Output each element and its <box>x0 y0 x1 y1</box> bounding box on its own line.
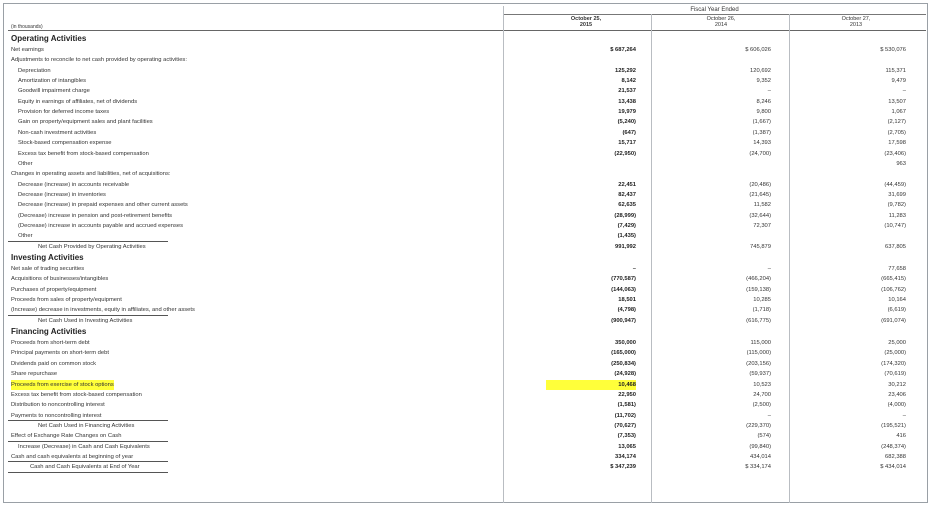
row-label: Decrease (increase) in inventories <box>18 191 106 198</box>
value-2013: 25,000 <box>888 340 906 347</box>
value-2013: (195,521) <box>881 422 906 429</box>
value-2013: (44,459) <box>884 181 906 188</box>
value-2013: (70,619) <box>884 371 906 378</box>
row-underline <box>8 472 168 473</box>
table-row <box>8 380 926 390</box>
value-2015: (647) <box>622 129 636 136</box>
value-2015: 991,992 <box>615 243 636 250</box>
row-label: Decrease (increase) in prepaid expenses and other current assets <box>18 202 188 209</box>
table-row <box>8 338 926 348</box>
row-label: Stock-based compensation expense <box>18 140 112 147</box>
row-label: Other <box>18 160 33 167</box>
row-label: (Increase) decrease in investments, equity in affiliates, and other assets <box>11 307 195 314</box>
table-row <box>8 221 926 231</box>
value-2013: – <box>902 88 906 95</box>
value-2014: (59,937) <box>749 371 771 378</box>
column-header-2013-date: October 27, <box>841 16 871 22</box>
total-row <box>8 242 926 252</box>
value-2014: 10,285 <box>753 297 771 304</box>
value-2014: $ 606,026 <box>745 47 771 53</box>
value-2015: 13,065 <box>618 443 636 450</box>
value-2015: 22,451 <box>618 181 636 188</box>
section-title: Investing Activities <box>11 253 84 262</box>
value-2013: (10,747) <box>884 222 906 229</box>
value-2013: 11,283 <box>888 212 906 219</box>
value-2014: – <box>767 88 771 95</box>
value-2014: 434,014 <box>750 453 771 460</box>
value-2015: (70,627) <box>614 422 636 429</box>
row-label: Depreciation <box>18 67 51 74</box>
value-2014: – <box>767 412 771 419</box>
value-2015: (165,000) <box>611 350 636 357</box>
value-2015: (28,999) <box>614 212 636 219</box>
row-label: Changes in operating assets and liabilities, net of acquisitions: <box>11 171 171 178</box>
value-2015: 19,979 <box>618 109 636 116</box>
row-label: Share repurchase <box>11 371 58 378</box>
column-header-2013-year: 2013 <box>849 22 863 28</box>
value-2013: 17,598 <box>888 140 906 147</box>
value-2015: 13,438 <box>618 98 636 105</box>
section-title: Financing Activities <box>11 327 87 337</box>
value-2015: 8,142 <box>621 78 636 85</box>
value-2013: (691,074) <box>881 317 906 324</box>
value-2015: (1,581) <box>617 402 636 409</box>
value-2015: (900,947) <box>611 317 636 324</box>
value-2013: (2,705) <box>887 129 906 136</box>
table-row <box>8 200 926 210</box>
value-2013: 13,507 <box>888 98 906 105</box>
value-2015: (1,435) <box>617 233 636 240</box>
row-label: Dividends paid on common stock <box>11 360 97 367</box>
row-label: Net sale of trading securities <box>11 266 85 272</box>
section-heading <box>8 326 926 338</box>
value-2015: 15,717 <box>618 140 636 147</box>
value-2013: 682,388 <box>885 453 906 460</box>
row-label: Cash and Cash Equivalents at End of Year <box>30 464 140 471</box>
value-2013: 637,805 <box>885 243 906 250</box>
table-row <box>8 76 926 86</box>
table-row <box>8 169 926 179</box>
row-label: Acquisitions of businesses/intangibles <box>11 276 109 283</box>
value-2014: (203,156) <box>746 360 771 367</box>
table-row <box>8 149 926 159</box>
table-row <box>8 55 926 65</box>
value-2014: (574) <box>757 433 771 440</box>
units-note: (in thousands) <box>11 24 43 30</box>
value-2015: 125,292 <box>615 67 636 74</box>
table-row <box>8 348 926 358</box>
value-2013: (25,000) <box>884 350 906 357</box>
row-label: Excess tax benefit from stock-based compensation <box>18 150 149 157</box>
table-row <box>8 86 926 96</box>
row-label: Net earnings <box>11 47 44 53</box>
value-2014: 14,393 <box>753 140 771 147</box>
value-2013: (23,406) <box>884 150 906 157</box>
value-2015: – <box>632 266 636 272</box>
table-row <box>8 190 926 200</box>
row-label: Cash and cash equivalents at beginning of year <box>11 453 134 460</box>
value-2014: 120,692 <box>750 67 771 74</box>
value-2015: (24,928) <box>614 371 636 378</box>
value-2015: (4,798) <box>617 307 636 314</box>
value-2014: – <box>767 266 771 272</box>
value-2013: (6,619) <box>887 307 906 314</box>
table-row <box>8 369 926 379</box>
value-2015: 62,635 <box>618 202 636 209</box>
row-label: Net Cash Used in Financing Activities <box>38 422 135 429</box>
value-2015: 350,000 <box>615 340 636 347</box>
value-2013: 30,212 <box>888 381 906 388</box>
value-2015: 82,437 <box>618 191 636 198</box>
value-2013: $ 530,076 <box>880 47 906 53</box>
value-2014: (2,500) <box>752 402 771 409</box>
value-2013: 77,658 <box>888 266 906 272</box>
table-row <box>8 66 926 76</box>
row-label: Other <box>18 233 33 240</box>
value-2015: $ 347,239 <box>610 464 636 471</box>
value-2013: 23,406 <box>888 391 906 398</box>
value-2015: (22,950) <box>614 150 636 157</box>
value-2014: 8,246 <box>756 98 771 105</box>
row-label: Net Cash Provided by Operating Activities <box>38 243 146 250</box>
row-label: (Decrease) increase in accounts payable and accrued expenses <box>18 222 183 229</box>
table-row <box>8 285 926 295</box>
value-2014: (466,204) <box>746 276 771 283</box>
value-2014: (159,138) <box>746 286 771 293</box>
value-2015: $ 687,264 <box>610 47 636 53</box>
value-2015: (7,429) <box>617 222 636 229</box>
value-2015: (5,240) <box>617 119 636 126</box>
value-2013: $ 434,014 <box>880 464 906 471</box>
value-2015: (250,834) <box>611 360 636 367</box>
table-row <box>8 400 926 410</box>
row-label: Principal payments on short-term debt <box>11 350 109 357</box>
table-row <box>8 390 926 400</box>
column-header-2015-date: October 25, <box>570 16 602 22</box>
value-2013: (248,374) <box>881 443 906 450</box>
row-label: Amortization of intangibles <box>18 78 86 85</box>
row-label: Purchases of property/equipment <box>11 286 97 293</box>
value-2013: 1,067 <box>891 109 906 116</box>
value-2014: (32,644) <box>749 212 771 219</box>
row-label: Adjustments to reconcile to net cash provided by operating activities: <box>11 57 187 64</box>
value-2014: 9,352 <box>756 78 771 85</box>
value-2013: 115,371 <box>885 67 906 74</box>
value-2014: (229,370) <box>746 422 771 429</box>
table-row <box>8 264 926 274</box>
value-2013: 31,699 <box>888 191 906 198</box>
value-2013: (2,127) <box>887 119 906 126</box>
column-header-2015-year: 2015 <box>579 22 593 28</box>
value-2015: (11,702) <box>614 412 636 419</box>
row-label: Excess tax benefit from stock-based compensation <box>11 391 142 398</box>
section-heading <box>8 33 926 45</box>
table-row <box>8 117 926 127</box>
column-header-2014-year: 2014 <box>714 22 728 28</box>
table-row <box>8 159 926 169</box>
table-row <box>8 274 926 284</box>
value-2014: (1,387) <box>752 129 771 136</box>
value-2014: (616,775) <box>746 317 771 324</box>
value-2013: – <box>902 412 906 419</box>
row-label: Distribution to noncontrolling interest <box>11 402 105 409</box>
total-row <box>8 421 926 431</box>
column-header-2014-date: October 26, <box>706 16 736 22</box>
value-2015: 334,174 <box>615 453 636 460</box>
row-label: Net Cash Used in Investing Activities <box>38 317 133 324</box>
row-label: Proceeds from sales of property/equipment <box>11 297 122 304</box>
column-header-2015 <box>546 16 626 28</box>
value-2014: 11,582 <box>753 202 771 209</box>
value-2015: (144,063) <box>611 286 636 293</box>
table-row <box>8 180 926 190</box>
value-2014: (1,718) <box>752 307 771 314</box>
value-2014: 72,307 <box>753 222 771 229</box>
table-row <box>8 295 926 305</box>
table-row <box>8 107 926 117</box>
table-row <box>8 211 926 221</box>
table-row <box>8 45 926 55</box>
value-2013: 963 <box>896 160 906 167</box>
value-2014: (115,000) <box>746 350 771 357</box>
value-2015: 18,501 <box>618 297 636 304</box>
row-label: Payments to noncontrolling interest <box>11 412 102 419</box>
row-label: Equity in earnings of affiliates, net of dividends <box>18 98 138 105</box>
section-title: Operating Activities <box>11 34 87 43</box>
value-2013: 10,164 <box>888 297 906 304</box>
value-2015: (770,587) <box>611 276 636 283</box>
fiscal-year-header: Fiscal Year Ended <box>503 6 926 15</box>
row-label: Goodwill impairment charge <box>18 88 90 95</box>
value-2014: (20,486) <box>749 181 771 188</box>
value-2013: 9,479 <box>891 78 906 85</box>
section-heading <box>8 252 926 264</box>
column-header-2013 <box>816 16 896 28</box>
row-label: Provision for deferred income taxes <box>18 109 110 116</box>
value-2014: 115,000 <box>750 340 771 347</box>
value-2013: 416 <box>896 433 906 440</box>
value-2013: (174,320) <box>881 360 906 367</box>
value-2014: 745,879 <box>750 243 771 250</box>
value-2013: (106,762) <box>881 286 906 293</box>
value-2015: 21,537 <box>618 88 636 95</box>
table-row <box>8 97 926 107</box>
value-2013: (9,782) <box>887 202 906 209</box>
value-2014: 24,700 <box>753 391 771 398</box>
table-row <box>8 359 926 369</box>
value-2014: 9,800 <box>756 109 771 116</box>
value-2015: (7,353) <box>617 433 636 440</box>
value-2014: (24,700) <box>749 150 771 157</box>
row-label: Proceeds from exercise of stock options <box>11 380 114 390</box>
table-row <box>8 128 926 138</box>
value-2014: $ 334,174 <box>745 464 771 471</box>
row-label: (Decrease) increase in pension and post-retirement benefits <box>18 212 173 219</box>
total-row <box>8 316 926 326</box>
row-label: Proceeds from short-term debt <box>11 340 90 347</box>
column-header-2014 <box>681 16 761 28</box>
table-row <box>8 442 926 452</box>
value-2013: (665,415) <box>881 276 906 283</box>
value-2014: (1,667) <box>752 119 771 126</box>
value-2014: 10,523 <box>753 381 771 388</box>
value-2015: 10,468 <box>546 380 636 390</box>
table-row <box>8 138 926 148</box>
value-2014: (99,840) <box>749 443 771 450</box>
row-label: Non-cash investment activities <box>18 129 97 136</box>
row-label: Effect of Exchange Rate Changes on Cash <box>11 433 122 440</box>
value-2014: (21,645) <box>749 191 771 198</box>
row-label: Increase (Decrease) in Cash and Cash Equivalents <box>18 443 150 450</box>
value-2015: 22,950 <box>618 391 636 398</box>
value-2013: (4,000) <box>887 402 906 409</box>
row-label: Decrease (increase) in accounts receivable <box>18 181 130 188</box>
row-label: Gain on property/equipment sales and plant facilities <box>18 119 153 126</box>
